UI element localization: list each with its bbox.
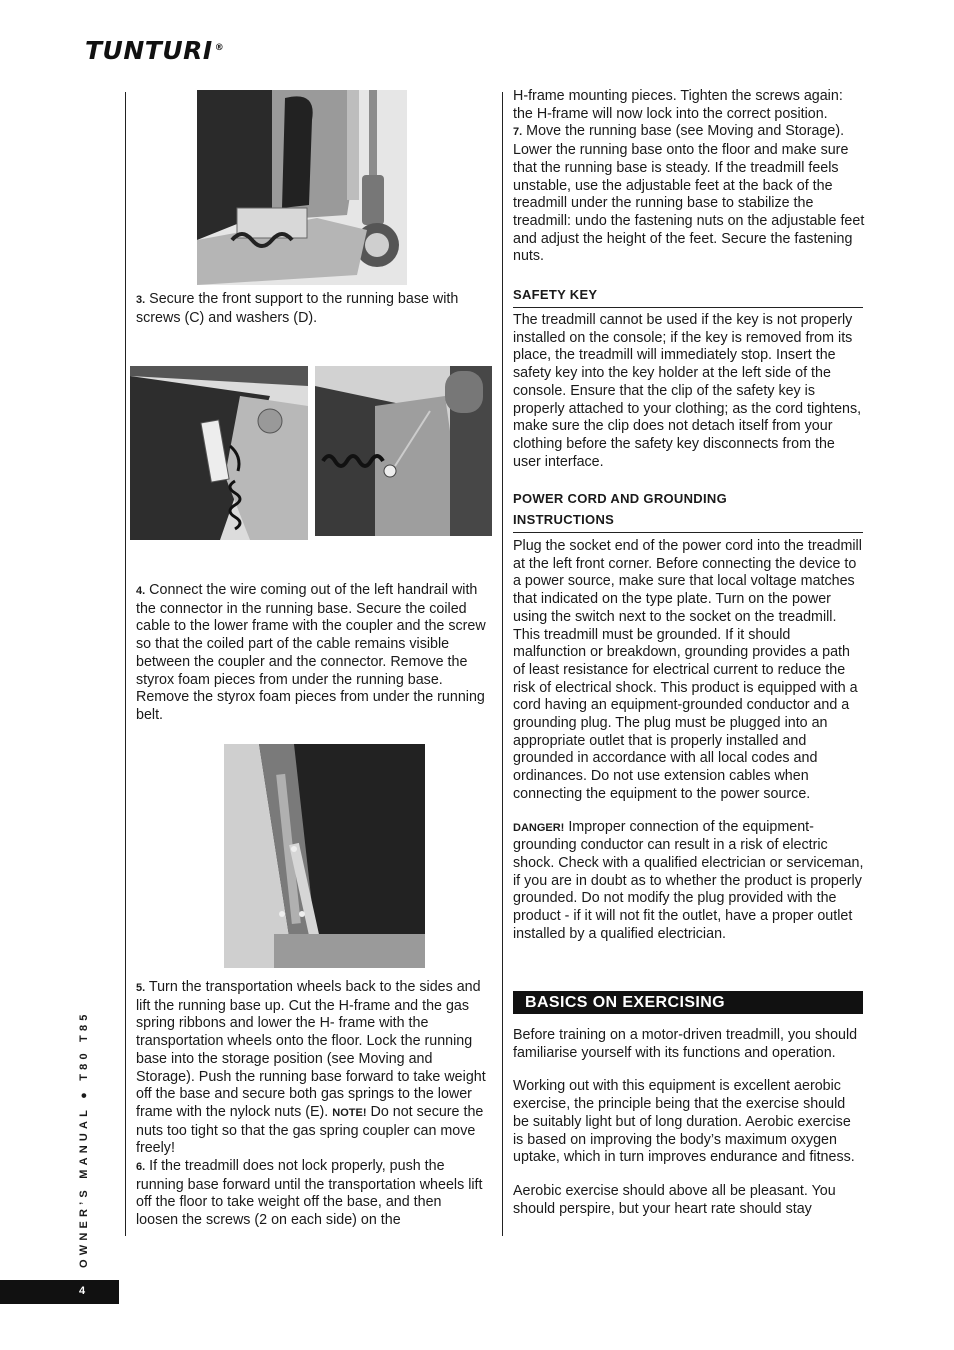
step-4: 4. Connect the wire coming out of the left handrail with the connector in the running base. Secure the coiled cable to the lower frame with the coupler and the screw so that the coiled part of the cable remains visible between the coupler and the connector. Remove the styrox foam pieces from under the running base. Remove the styrox foam pieces from under the running belt. (136, 582, 486, 723)
figure-coiled-cable (315, 366, 492, 536)
figure-gas-spring (224, 744, 425, 968)
power-cord-text: Plug the socket end of the power cord into the treadmill at the left front corner. Before connecting the device to a power source, make sure that local voltage matches that indicated on the type plate. Turn on the power using the switch next to the socket on the treadmill. This treadmill must be grounded. If it should malfunction or breakdown, grounding provides a path of least resistance for electrical current to reduce the risk of electrical shock. This product is equipped with a cord having an equipment-grounded conductor and a grounding plug. The plug must be plugged into an appropriate outlet that is properly installed and grounded in accordance with all local codes and ordinances. Do not use extension cables when connecting the equipment to the power source. DANGER! Improper connection of the equipment-grounding conductor can result in a risk of electric shock. Check with a qualified electrician or serviceman, if you are in doubt as to whether the product is properly grounded. Do not modify the plug provided with the product - if it will not fit the outlet, have a proper outlet installed by a qualified electrician. (513, 538, 864, 942)
column-divider (502, 92, 503, 1236)
figure-connector (130, 366, 308, 540)
step-6-7-continued: H-frame mounting pieces. Tighten the screws again: the H-frame will now lock into the correct position. 7. Move the running base (see Moving and Storage). Lower the running base onto the floor and make sure that the running base is steady. If the treadmill feels unstable, use the adjustable feet at the back of the treadmill under the running base to stabilize the treadmill: undo the fastening nuts on the adjustable feet and adjust the height of the feet. Secure the fastening nuts. (513, 88, 865, 265)
basics-heading: BASICS ON EXERCISING (513, 991, 863, 1014)
basics-text: Before training on a motor-driven treadmill, you should familiarise yourself with its functions and operation. Working out with this equipment is excellent aerobic exercise, the principle being that the exercise should be suitably light but of long duration. Aerobic exercise is based on improving the body’s maximum oxygen uptake, which in turn improves endurance and fitness. Aerobic exercise should above all be pleasant. You should perspire, but your heart rate should stay (513, 1027, 858, 1217)
tunturi-logo: TUNTURI ® (85, 36, 225, 65)
figure-front-support (197, 90, 407, 285)
safety-key-heading: SAFETY KEY (513, 284, 863, 308)
power-cord-heading: POWER CORD AND GROUNDING INSTRUCTIONS (513, 488, 863, 533)
page-number: 4 (79, 1285, 86, 1297)
step-5-6: 5. Turn the transportation wheels back to the sides and lift the running base up. Cut the H-frame and the gas spring ribbons and lower the H- frame with the transportation wheels onto the floor. Lock the running base into the storage position (see Moving and Storage). Push the running base forward to take weight off the base and secure both gas springs to the lower frame with the nylock nuts (E). NOTE! Do not secure the nuts too tight so that the gas spring coupler can move freely! 6. If the treadmill does not lock properly, push the running base forward until the transportation wheels lift off the floor to take weight off the base, and then loosen the screws (2 on each side) on the (136, 979, 486, 1229)
side-label: OWNER’S MANUAL ● T80 T85 (78, 1010, 90, 1268)
left-margin-rule (125, 92, 126, 1236)
step-3: 3. Secure the front support to the running base with screws (C) and washers (D). (136, 291, 459, 326)
page-number-box (0, 1280, 119, 1304)
safety-key-text: The treadmill cannot be used if the key is not properly installed on the console; if the key is removed from its place, the treadmill will immediately stop. Insert the safety key into the key holder at the left side of the console. Ensure that the clip of the safety key is properly attached to your clothing; as the cord tightens, make sure the clip does not detach itself from your clothing before the safety key disconnects from the user interface. (513, 312, 862, 470)
